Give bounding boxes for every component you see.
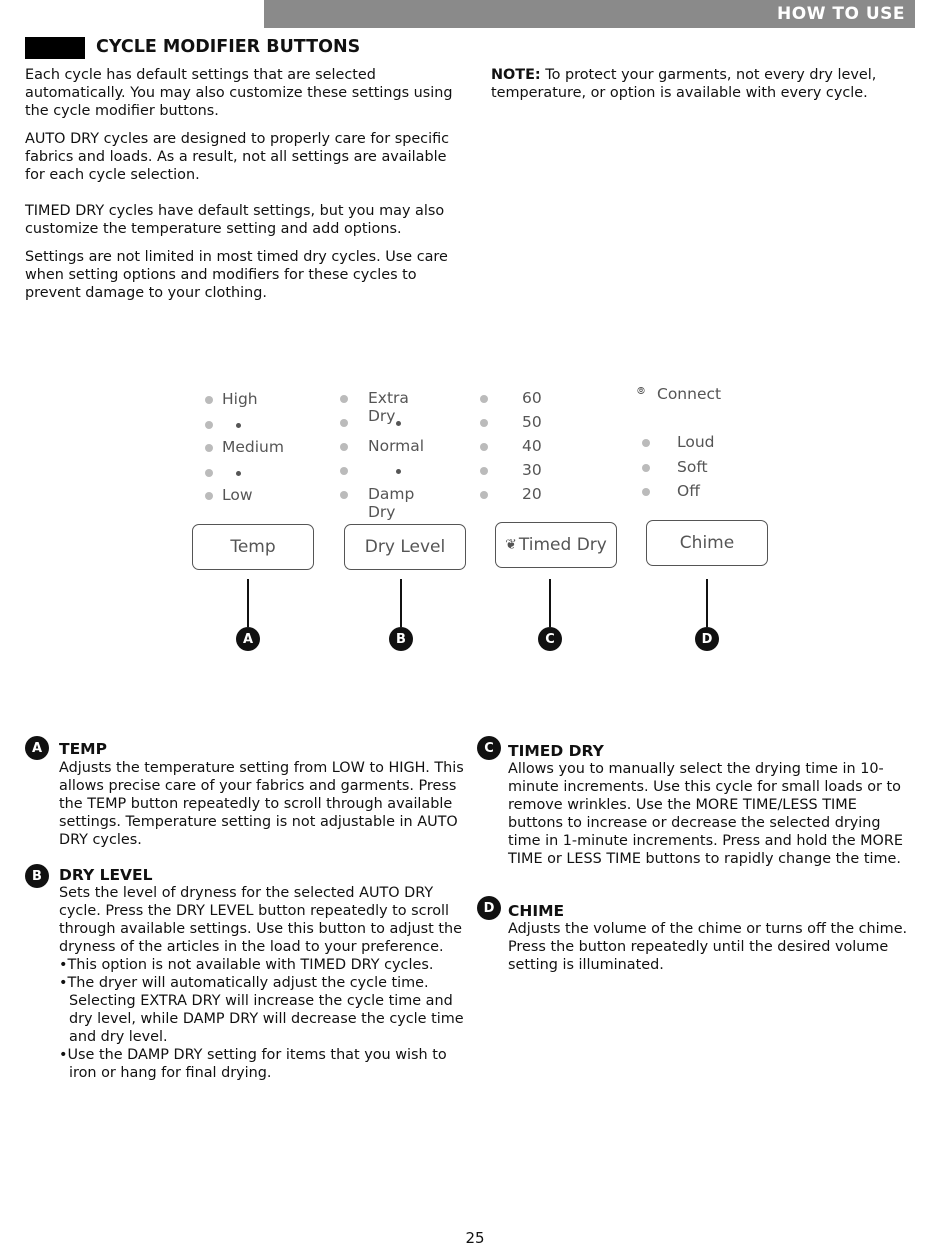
callout-line <box>549 579 551 627</box>
bullet-item: •Use the DAMP DRY setting for items that you wish to iron or hang for final drying. <box>59 1047 447 1081</box>
chime-description: Adjusts the volume of the chime or turns off the chime. Press the button repeatedly until the desired volume setting is illuminated. <box>508 921 908 973</box>
chime-off: Off <box>677 482 700 500</box>
timed-dry-label: Timed Dry <box>518 535 607 555</box>
dry-level-bullets <box>59 956 464 1082</box>
indicator-dot <box>642 439 650 447</box>
bullet-item: •This option is not available with TIMED DRY cycles. <box>59 957 434 973</box>
dry-level-damp: Damp Dry <box>368 485 415 521</box>
timed-30: 30 <box>522 461 542 479</box>
intermediate-dot <box>236 423 241 428</box>
wifi-icon: ⦾ <box>637 386 645 397</box>
temp-button[interactable]: Temp <box>192 524 314 570</box>
indicator-dot <box>480 395 488 403</box>
chime-soft: Soft <box>677 458 708 476</box>
intermediate-dot <box>396 469 401 474</box>
section-badge-c: C <box>477 736 501 760</box>
chime-connect: Connect <box>657 385 722 403</box>
title-block <box>25 37 85 59</box>
intermediate-dot <box>396 421 401 426</box>
indicator-dot <box>642 488 650 496</box>
callout-badge-a: A <box>236 627 260 651</box>
dry-level-description <box>59 884 464 1082</box>
callout-badge-b: B <box>389 627 413 651</box>
section-badge-a: A <box>25 736 49 760</box>
indicator-dot <box>340 395 348 403</box>
indicator-dot <box>205 444 213 452</box>
callout-badge-d: D <box>695 627 719 651</box>
bullet-item: •The dryer will automatically adjust the cycle time. Selecting EXTRA DRY will increase the cycle time and dry level, while DAMP DRY will decrease the cycle time and dry level. <box>59 975 464 1045</box>
leaf-icon: ❦ <box>505 537 517 553</box>
timed-40: 40 <box>522 437 542 455</box>
chime-loud: Loud <box>677 433 715 451</box>
callout-badge-c: C <box>538 627 562 651</box>
indicator-dot <box>205 492 213 500</box>
indicator-dot <box>340 467 348 475</box>
dry-level-normal: Normal <box>368 437 425 455</box>
indicator-dot <box>480 467 488 475</box>
dry-level-button[interactable]: Dry Level <box>344 524 466 570</box>
header-bar <box>264 0 915 28</box>
indicator-dot <box>205 469 213 477</box>
section-badge-b: B <box>25 864 49 888</box>
indicator-dot <box>480 419 488 427</box>
temp-level-high: High <box>222 390 258 408</box>
indicator-dot <box>340 419 348 427</box>
timed-dry-button[interactable] <box>495 522 617 568</box>
intro-p1: Each cycle has default settings that are selected automatically. You may also customize these settings using the cycle modifier buttons. <box>25 67 453 119</box>
dry-level-extra: Extra Dry <box>368 389 409 425</box>
indicator-dot <box>340 491 348 499</box>
note-lead: NOTE: <box>491 67 541 83</box>
dry-level-text: Sets the level of dryness for the selected AUTO DRY cycle. Press the DRY LEVEL button repeatedly to scroll through available settings. Use this button to adjust the dryness of the articles in the load to your preference. <box>59 885 462 955</box>
callout-line <box>400 579 402 627</box>
note <box>491 66 911 112</box>
indicator-dot <box>480 491 488 499</box>
indicator-dot <box>340 443 348 451</box>
header-label: HOW TO USE <box>777 4 905 24</box>
timed-60: 60 <box>522 389 542 407</box>
page-number: 25 <box>465 1229 485 1247</box>
indicator-dot <box>205 396 213 404</box>
intro-p4: Settings are not limited in most timed dry cycles. Use care when setting options and modifiers for these cycles to prevent damage to your clothing. <box>25 249 448 301</box>
temp-level-low: Low <box>222 486 253 504</box>
indicator-dot <box>205 421 213 429</box>
timed-20: 20 <box>522 485 542 503</box>
timed-dry-description: Allows you to manually select the drying time in 10-minute increments. Use this cycle for small loads or to remove wrinkles. Use the MORE TIME/LESS TIME buttons to increase or decrease the selected drying time in 1-minute increments. Press and hold the MORE TIME or LESS TIME buttons to rapidly change the time. <box>508 761 903 867</box>
temp-description: Adjusts the temperature setting from LOW to HIGH. This allows precise care of your fabrics and garments. Press the TEMP button repeatedly to scroll through available settings. Temperature setting is not adjustable in AUTO DRY cycles. <box>59 760 464 848</box>
indicator-dot <box>642 464 650 472</box>
timed-50: 50 <box>522 413 542 431</box>
section-badge-d: D <box>477 896 501 920</box>
intro-p2: AUTO DRY cycles are designed to properly care for specific fabrics and loads. As a result, not all settings are available for each cycle selection. <box>25 131 450 183</box>
indicator-dot <box>480 443 488 451</box>
dry-level-heading: DRY LEVEL <box>59 866 153 884</box>
timed-dry-heading: TIMED DRY <box>508 742 604 760</box>
callout-line <box>706 579 708 627</box>
chime-button[interactable]: Chime <box>646 520 768 566</box>
callout-line <box>247 579 249 627</box>
section-title: CYCLE MODIFIER BUTTONS <box>96 37 361 57</box>
intro-left <box>25 66 465 312</box>
temp-heading: TEMP <box>59 740 107 758</box>
note-text: To protect your garments, not every dry level, temperature, or option is available with every cycle. <box>491 67 877 101</box>
intermediate-dot <box>236 471 241 476</box>
intro-p3: TIMED DRY cycles have default settings, but you may also customize the temperature setting and add options. <box>25 203 445 237</box>
temp-level-medium: Medium <box>222 438 284 456</box>
chime-heading: CHIME <box>508 902 565 920</box>
